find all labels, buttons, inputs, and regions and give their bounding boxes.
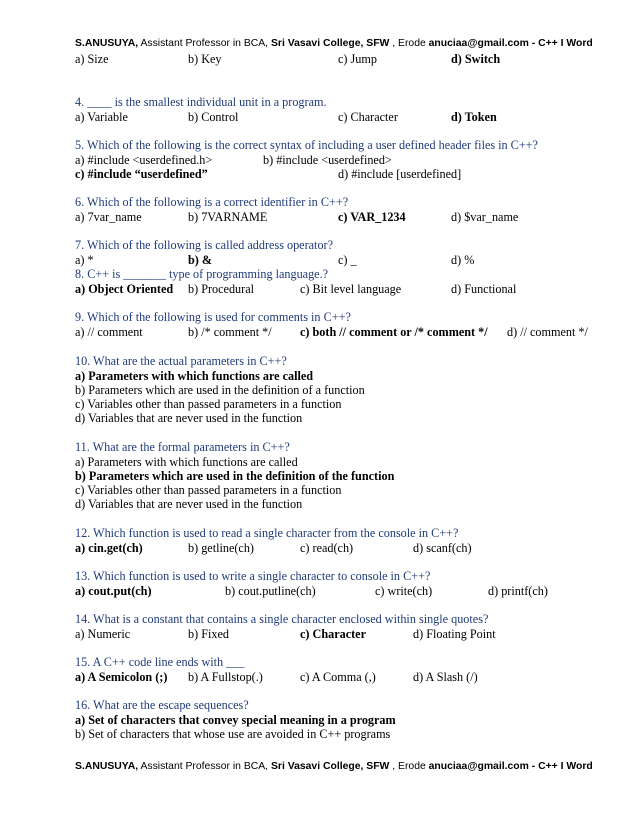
q11-option-b-answer: b) Parameters which are used in the definition of the function [75,469,395,483]
footer-place: , Erode [389,761,429,772]
q7-question: 7. Which of the following is called address operator? [75,238,334,252]
q11-option-c: c) Variables other than passed parameters in a function [75,483,342,497]
q5-question: 5. Which of the following is the correct syntax of including a user defined header files in C++? [75,138,538,152]
q16-question: 16. What are the escape sequences? [75,698,249,712]
q14-option-c-answer: c) Character [300,627,366,641]
footer-email-course: anuciaa@gmail.com - C++ I Word [428,761,593,772]
q4-question: 4. ____ is the smallest individual unit in a program. [75,95,327,109]
footer-college: Sri Vasavi College, SFW [270,761,390,772]
page-footer [75,761,593,772]
q14-option-b: b) Fixed [188,627,229,641]
q11-question: 11. What are the formal parameters in C++? [75,440,290,454]
q6-option-d: d) $var_name [451,210,519,224]
q10-option-a-answer: a) Parameters with which functions are called [75,369,314,383]
q12-option-b: b) getline(ch) [188,541,254,555]
q6-option-a: a) 7var_name [75,210,142,224]
q12-option-c: c) read(ch) [300,541,354,555]
q9-question: 9. Which of the following is used for comments in C++? [75,310,351,324]
q9-option-b: b) /* comment */ [188,325,272,339]
q16-option-b: b) Set of characters that whose use are avoided in C++ programs [75,727,391,741]
q11-option-d: d) Variables that are never used in the function [75,497,303,511]
q3-option-c: c) Jump [338,52,377,66]
q13-option-c: c) write(ch) [375,584,433,598]
q4-option-d-answer: d) Token [451,110,497,124]
q8-option-d: d) Functional [451,282,517,296]
q14-option-d: d) Floating Point [413,627,496,641]
q9-option-d: d) // comment */ [507,325,588,339]
q15-option-c: c) A Comma (,) [300,670,376,684]
q3-option-a: a) Size [75,52,109,66]
q12-option-d: d) scanf(ch) [413,541,472,555]
q7-option-d: d) % [451,253,475,267]
q8-question: 8. C++ is _______ type of programming language.? [75,267,329,281]
q9-option-a: a) // comment [75,325,143,339]
q10-option-d: d) Variables that are never used in the function [75,411,303,425]
page-header [75,38,593,49]
q6-option-c-answer: c) VAR_1234 [338,210,406,224]
q14-option-a: a) Numeric [75,627,131,641]
footer-role: Assistant Professor in BCA, [138,761,271,772]
q15-question: 15. A C++ code line ends with ___ [75,655,245,669]
q10-option-c: c) Variables other than passed parameters in a function [75,397,342,411]
footer-author: S.ANUSUYA, [75,761,139,772]
q4-option-b: b) Control [188,110,239,124]
q6-option-b: b) 7VARNAME [188,210,268,224]
q4-option-c: c) Character [338,110,398,124]
q10-question: 10. What are the actual parameters in C++? [75,354,287,368]
header-college: Sri Vasavi College, SFW [270,38,390,49]
q5-option-a: a) #include <userdefined.h> [75,153,213,167]
q5-option-c-answer: c) #include “userdefined” [75,167,208,181]
q11-option-a: a) Parameters with which functions are called [75,455,298,469]
q14-question: 14. What is a constant that contains a single character enclosed within single quotes? [75,612,489,626]
q5-option-d: d) #include [userdefined] [338,167,462,181]
q16-option-a-answer: a) Set of characters that convey special meaning in a program [75,713,396,727]
header-place: , Erode [389,38,429,49]
q8-option-c: c) Bit level language [300,282,402,296]
header-email-course: anuciaa@gmail.com - C++ I Word [428,38,593,49]
q7-option-a: a) * [75,253,94,267]
q7-option-c: c) _ [338,253,357,267]
q13-option-d: d) printf(ch) [488,584,548,598]
q3-option-d-answer: d) Switch [451,52,501,66]
q15-option-b: b) A Fullstop(.) [188,670,263,684]
q10-option-b: b) Parameters which are used in the definition of a function [75,383,365,397]
header-role: Assistant Professor in BCA, [138,38,271,49]
q7-option-b-answer: b) & [188,253,213,267]
q4-option-a: a) Variable [75,110,128,124]
q8-option-a-answer: a) Object Oriented [75,282,174,296]
q15-option-d: d) A Slash (/) [413,670,478,684]
q15-option-a-answer: a) A Semicolon (;) [75,670,168,684]
q5-option-b: b) #include <userdefined> [263,153,392,167]
q13-option-b: b) cout.putline(ch) [225,584,316,598]
q12-question: 12. Which function is used to read a single character from the console in C++? [75,526,459,540]
q3-option-b: b) Key [188,52,222,66]
q12-option-a-answer: a) cin.get(ch) [75,541,143,555]
q8-option-b: b) Procedural [188,282,254,296]
q6-question: 6. Which of the following is a correct identifier in C++? [75,195,349,209]
q13-option-a-answer: a) cout.put(ch) [75,584,152,598]
q13-question: 13. Which function is used to write a single character to console in C++? [75,569,431,583]
q9-option-c-answer: c) both // comment or /* comment */ [300,325,488,339]
header-author: S.ANUSUYA, [75,38,139,49]
